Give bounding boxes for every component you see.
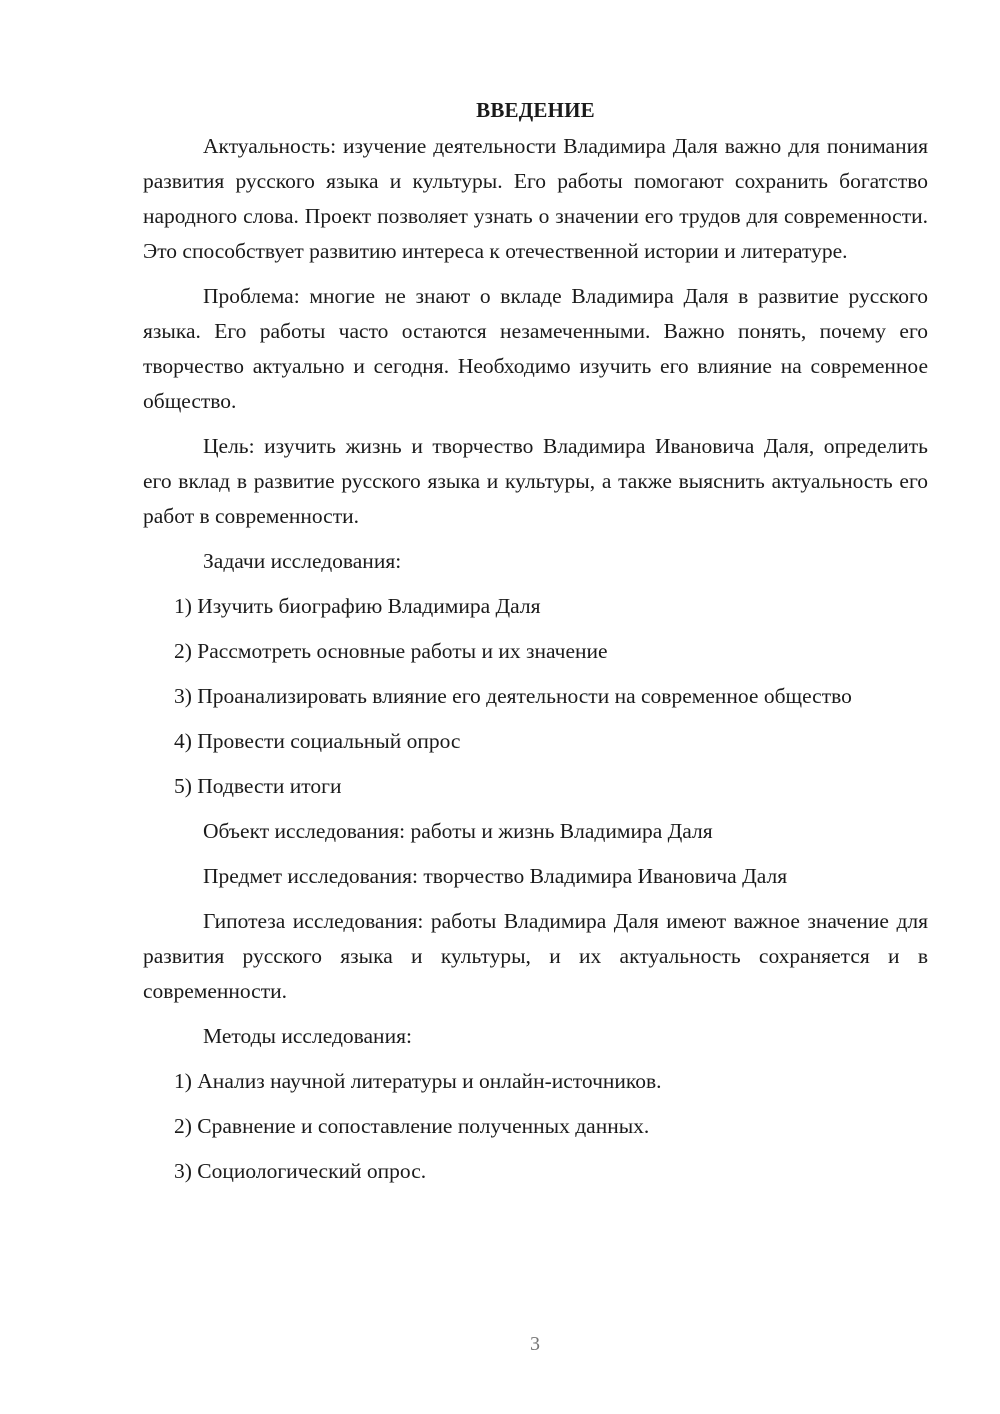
- task-item: 3) Проанализировать влияние его деятельности на современное общество: [174, 684, 852, 708]
- page-content: [143, 95, 928, 1199]
- page-heading: ВВЕДЕНИЕ: [476, 98, 595, 122]
- object-paragraph: Объект исследования: работы и жизнь Владимира Даля: [203, 819, 713, 843]
- page-number: 3: [530, 1333, 540, 1355]
- goal-paragraph: Цель: изучить жизнь и творчество Владимира Ивановича Даля, определить его вклад в развитие русского языка и культуры, а также выяснить актуальность его работ в современности.: [143, 434, 928, 528]
- task-item: 2) Рассмотреть основные работы и их значение: [174, 639, 608, 663]
- task-item: 4) Провести социальный опрос: [174, 729, 461, 753]
- relevance-paragraph: Актуальность: изучение деятельности Владимира Даля важно для понимания развития русского языка и культуры. Его работы помогают сохранить богатство народного слова. Проект позволяет узнать о значении его трудов для современности. Это способствует развитию интереса к отечественной истории и литературе.: [143, 134, 928, 263]
- problem-paragraph: Проблема: многие не знают о вкладе Владимира Даля в развитие русского языка. Его работы часто остаются незамеченными. Важно понять, почему его творчество актуально и сегодня. Необходимо изучить его влияние на современное общество.: [143, 284, 928, 413]
- tasks-heading: Задачи исследования:: [203, 549, 402, 573]
- method-item: 1) Анализ научной литературы и онлайн-источников.: [174, 1069, 662, 1093]
- methods-heading: Методы исследования:: [203, 1024, 412, 1048]
- method-item: 3) Социологический опрос.: [174, 1159, 427, 1183]
- task-item: 5) Подвести итоги: [174, 774, 342, 798]
- method-item: 2) Сравнение и сопоставление полученных данных.: [174, 1114, 650, 1138]
- task-item: 1) Изучить биографию Владимира Даля: [174, 594, 541, 618]
- subject-paragraph: Предмет исследования: творчество Владимира Ивановича Даля: [203, 864, 788, 888]
- hypothesis-paragraph: Гипотеза исследования: работы Владимира Даля имеют важное значение для развития русского языка и культуры, и их актуальность сохраняется и в современности.: [143, 909, 928, 1003]
